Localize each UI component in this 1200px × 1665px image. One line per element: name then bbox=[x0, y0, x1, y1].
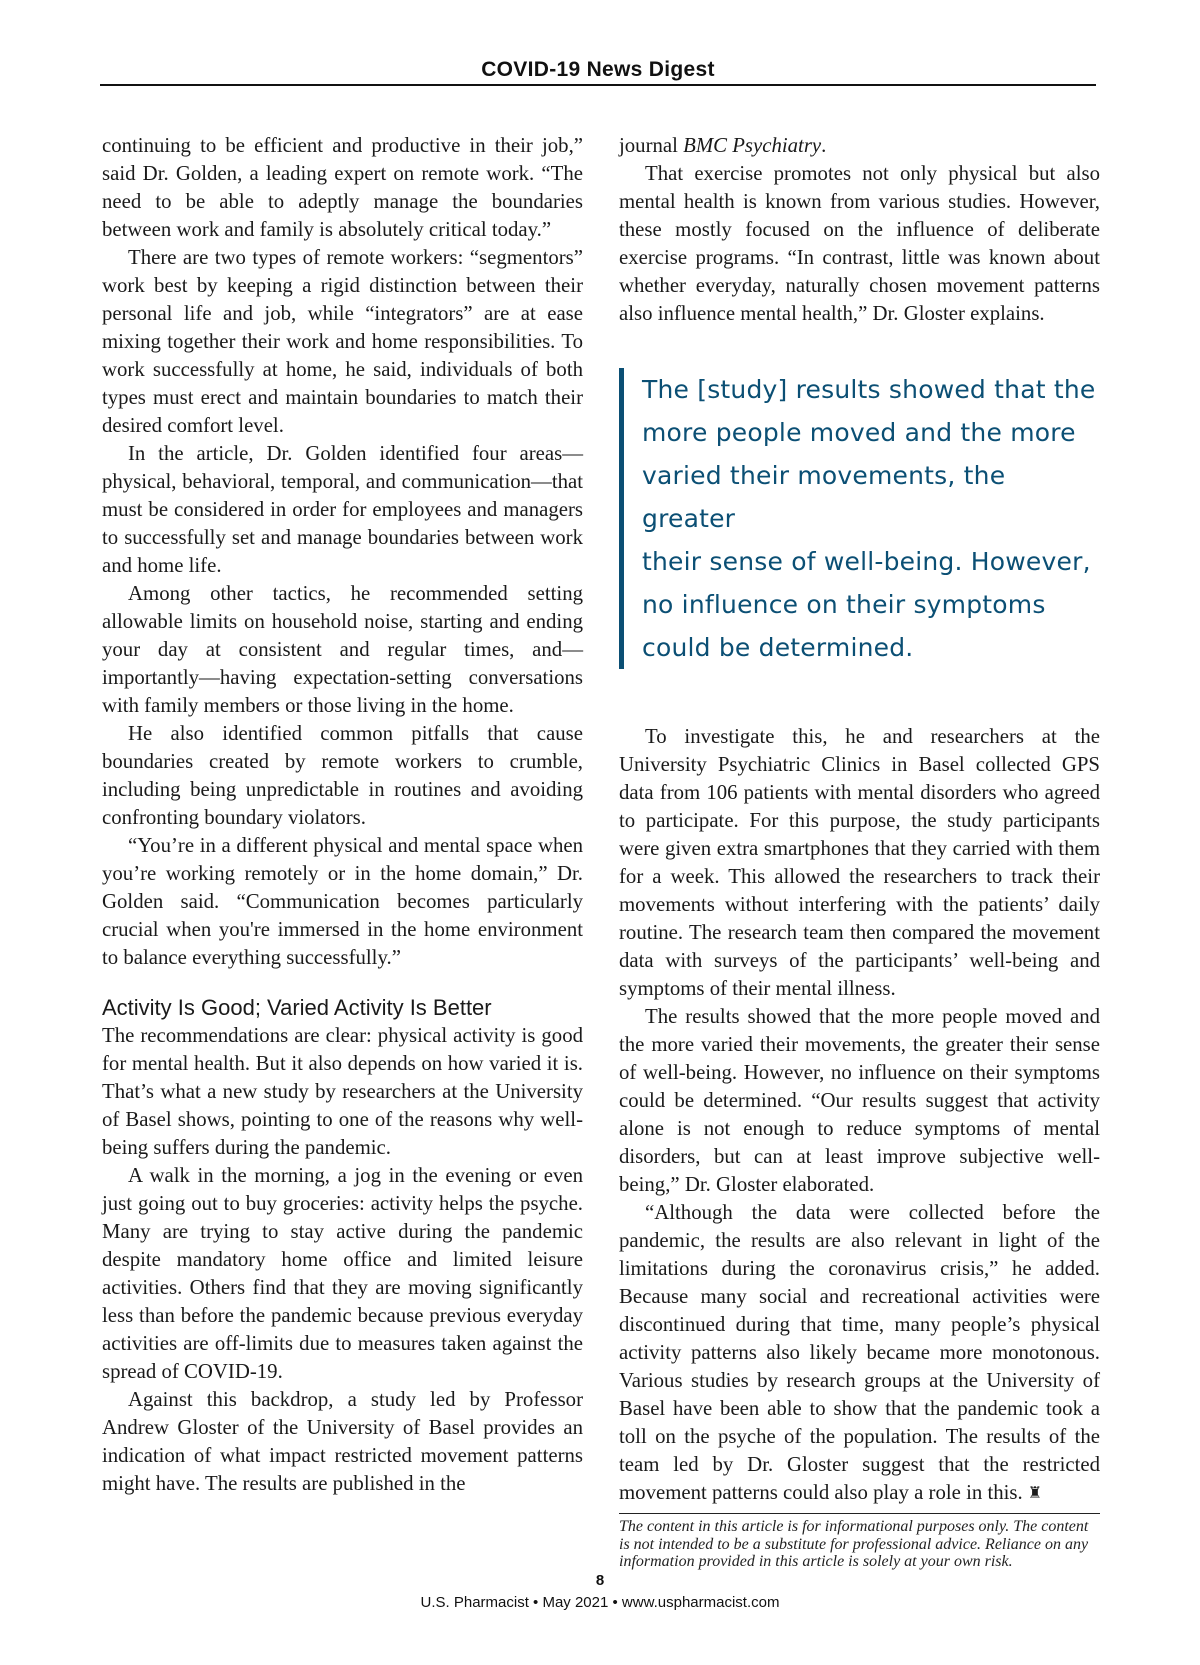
paragraph: In the article, Dr. Golden identified four areas—physical, behavioral, temporal, and communication—that must be considered in order for employees and managers to successfully set and manage boundaries between work and home life. bbox=[102, 442, 583, 577]
footer-publication: U.S. Pharmacist • May 2021 • www.uspharmacist.com bbox=[420, 1594, 780, 1611]
paragraph: To investigate this, he and researchers at the University Psychiatric Clinics in Basel collected GPS data from 106 patients with mental disorders who agreed to participate. For this purpose, the study participants were given extra smartphones that they carried with them for a week. This allowed the researchers to track their movements without interfering with the patients’ daily routine. The research team then compared the movement data with surveys of the participants’ well-being and symptoms of their mental illness. bbox=[619, 725, 1100, 1000]
pull-quote-line: more people moved and the more bbox=[642, 418, 1076, 447]
pull-quote bbox=[619, 368, 1100, 669]
pull-quote-line: could be determined. bbox=[642, 633, 914, 662]
journal-suffix: . bbox=[821, 134, 827, 157]
paragraph-text: “Although the data were collected before the pandemic, the results are also relevant in light of the limitations during the coronavirus crisis,” he added. Because many social and recreational activities were discontinued during that time, many people’s physical activity patterns also likely became more monotonous. Various studies by research groups at the University of Basel have been able to show that the pandemic took a toll on the psyche of the population. The results of the team led by Dr. Gloster suggest that the restricted movement patterns could also play a role in this. bbox=[619, 1201, 1100, 1504]
end-of-article-icon: ♜ bbox=[1027, 1483, 1043, 1502]
pull-quote-line: The [study] results showed that the bbox=[642, 375, 1096, 404]
page-number: 8 bbox=[595, 1572, 605, 1589]
paragraph: A walk in the morning, a jog in the evening or even just going out to buy groceries: activity helps the psyche. Many are trying to stay active during the pandemic despite mandatory home office and limited leisure activities. Others find that they are moving significantly less than before the pandemic because previous everyday activities are off-limits due to measures taken against the spread of COVID-19. bbox=[102, 1164, 583, 1383]
publication-header-title: COVID-19 News Digest bbox=[481, 58, 715, 81]
paragraph: Against this backdrop, a study led by Professor Andrew Gloster of the University of Basel provides an indication of what impact restricted movement patterns might have. The results are published in the bbox=[102, 1388, 583, 1495]
paragraph: That exercise promotes not only physical but also mental health is known from various studies. However, these mostly focused on the influence of deliberate exercise programs. “In contrast, little was known about whether everyday, naturally chosen movement patterns also influence mental health,” Dr. Gloster explains. bbox=[619, 162, 1100, 325]
pull-quote-line: varied their movements, the greater bbox=[642, 461, 1006, 533]
paragraph bbox=[619, 1199, 1100, 1507]
paragraph: He also identified common pitfalls that cause boundaries created by remote workers to crumble, including being unpredictable in routines and avoiding confronting boundary violators. bbox=[102, 722, 583, 829]
paragraph: continuing to be efficient and productive in their job,” said Dr. Golden, a leading expert on remote work. “The need to be able to adeptly manage the boundaries between work and family is absolutely critical today.” bbox=[102, 134, 583, 241]
paragraph: “You’re in a different physical and mental space when you’re working remotely or in the home domain,” Dr. Golden said. “Communication becomes particularly crucial when you're immersed in the home environment to balance everything successfully.” bbox=[102, 834, 583, 969]
paragraph: The recommendations are clear: physical activity is good for mental health. But it also depends on how varied it is. That’s what a new study by researchers at the University of Basel shows, pointing to one of the reasons why well-being suffers during the pandemic. bbox=[102, 1024, 583, 1159]
left-column bbox=[102, 132, 583, 1498]
paragraph: The results showed that the more people moved and the more varied their movements, the greater their sense of well-being. However, no influence on their symptoms could be determined. “Our results suggest that activity alone is not enough to reduce symptoms of mental disorders, but can at least improve subjective well-being,” Dr. Gloster elaborated. bbox=[619, 1005, 1100, 1196]
right-column bbox=[619, 132, 1100, 1571]
header-rule bbox=[100, 84, 1096, 86]
paragraph: Among other tactics, he recommended setting allowable limits on household noise, starting and ending your day at consistent and regular times, and—importantly—having expectation-setting conversations with family members or those living in the home. bbox=[102, 582, 583, 717]
pull-quote-line: their sense of well-being. However, bbox=[642, 547, 1091, 576]
paragraph bbox=[619, 132, 1100, 160]
disclaimer: The content in this article is for informational purposes only. The content is not intended to be a substitute for professional advice. Reliance on any information provided in this article is solely at your own risk. bbox=[619, 1513, 1100, 1571]
paragraph: There are two types of remote workers: “segmentors” work best by keeping a rigid distinction between their personal life and job, while “integrators” are at ease mixing together their work and home responsibilities. To work successfully at home, he said, individuals of both types must erect and maintain boundaries to match their desired comfort level. bbox=[102, 246, 583, 437]
section-subheading: Activity Is Good; Varied Activity Is Better bbox=[102, 995, 492, 1020]
pull-quote-line: no influence on their symptoms bbox=[642, 590, 1046, 619]
journal-prefix: journal bbox=[619, 134, 684, 157]
journal-name: BMC Psychiatry bbox=[683, 134, 822, 157]
